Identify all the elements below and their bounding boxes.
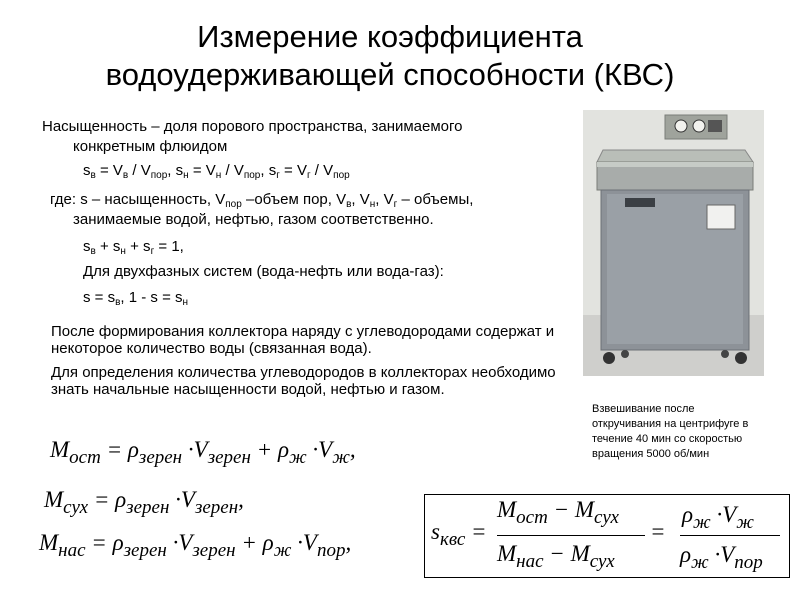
saturation-equations: $s_в = V_в / V_{пор}$, $s_н = V_н / V_{пор}$, $s_г = V_г / V_{пор}$ bbox=[83, 162, 350, 181]
kvs-denominator-1: $M_{нас} - M_{сух}$ bbox=[497, 541, 615, 572]
photo-caption: Взвешивание после откручивания на центрифуге в течение 40 мин со скоростью вращения 5000 об/мин bbox=[592, 403, 749, 460]
saturation-definition-line-1: Насыщенность – доля порового пространства, занимаемого bbox=[42, 118, 463, 135]
title-line-1: Измерение коэффициента bbox=[197, 19, 583, 54]
saturation-definition-line-2: конкретным флюидом bbox=[73, 138, 228, 155]
page-title bbox=[0, 18, 780, 94]
formula-m-nas: $M_{нас} = \rho_{зерен} \cdot V_{зерен} + \rho_ж \cdot V_{пор}$, bbox=[39, 530, 352, 561]
kvs-fraction-bar-2 bbox=[680, 535, 780, 536]
two-phase-equation: $s = s_в$, $1 - s = s_н$ bbox=[83, 289, 189, 308]
kvs-fraction-bar-1 bbox=[497, 535, 645, 536]
where-definitions-line-2: занимаемые водой, нефтью, газом соответственно. bbox=[73, 211, 434, 228]
saturation-sum-equation: $s_в + s_н + s_г = 1$, bbox=[83, 238, 184, 257]
kvs-equals-2: = bbox=[650, 519, 666, 544]
kvs-symbol: $s_{квс}$ = bbox=[431, 519, 487, 550]
formula-m-sukh: $M_{сух} = \rho_{зерен} \cdot V_{зерен}$, bbox=[44, 487, 244, 518]
bound-water-paragraph: После формирования коллектора наряду с углеводородами содержат и некоторое количество воды (связанная вода). bbox=[51, 323, 555, 357]
initial-saturation-paragraph: Для определения количества углеводородов в коллекторах необходимо знать начальные насыщенности водой, нефтью и газом. bbox=[51, 364, 556, 398]
kvs-denominator-2: $\rho_ж \cdot V_{пор}$ bbox=[680, 542, 763, 573]
title-line-2: водоудерживающей способности (КВС) bbox=[105, 57, 675, 92]
kvs-numerator-2: $\rho_ж \cdot V_ж$ bbox=[682, 502, 754, 533]
two-phase-systems-label: Для двухфазных систем (вода-нефть или вода-газ): bbox=[83, 263, 444, 280]
centrifuge-illustration bbox=[583, 110, 764, 376]
formula-m-ost: $M_{ост} = \rho_{зерен} \cdot V_{зерен} + \rho_ж \cdot V_ж$, bbox=[50, 437, 356, 468]
centrifuge-photo bbox=[583, 110, 764, 376]
kvs-numerator-1: $M_{ост} - M_{сух}$ bbox=[497, 497, 619, 528]
where-definitions-line-1: где: s – насыщенность, $V_{пор}$ –объем пор, $V_в$, $V_н$, $V_г$ – объемы, bbox=[50, 191, 474, 210]
